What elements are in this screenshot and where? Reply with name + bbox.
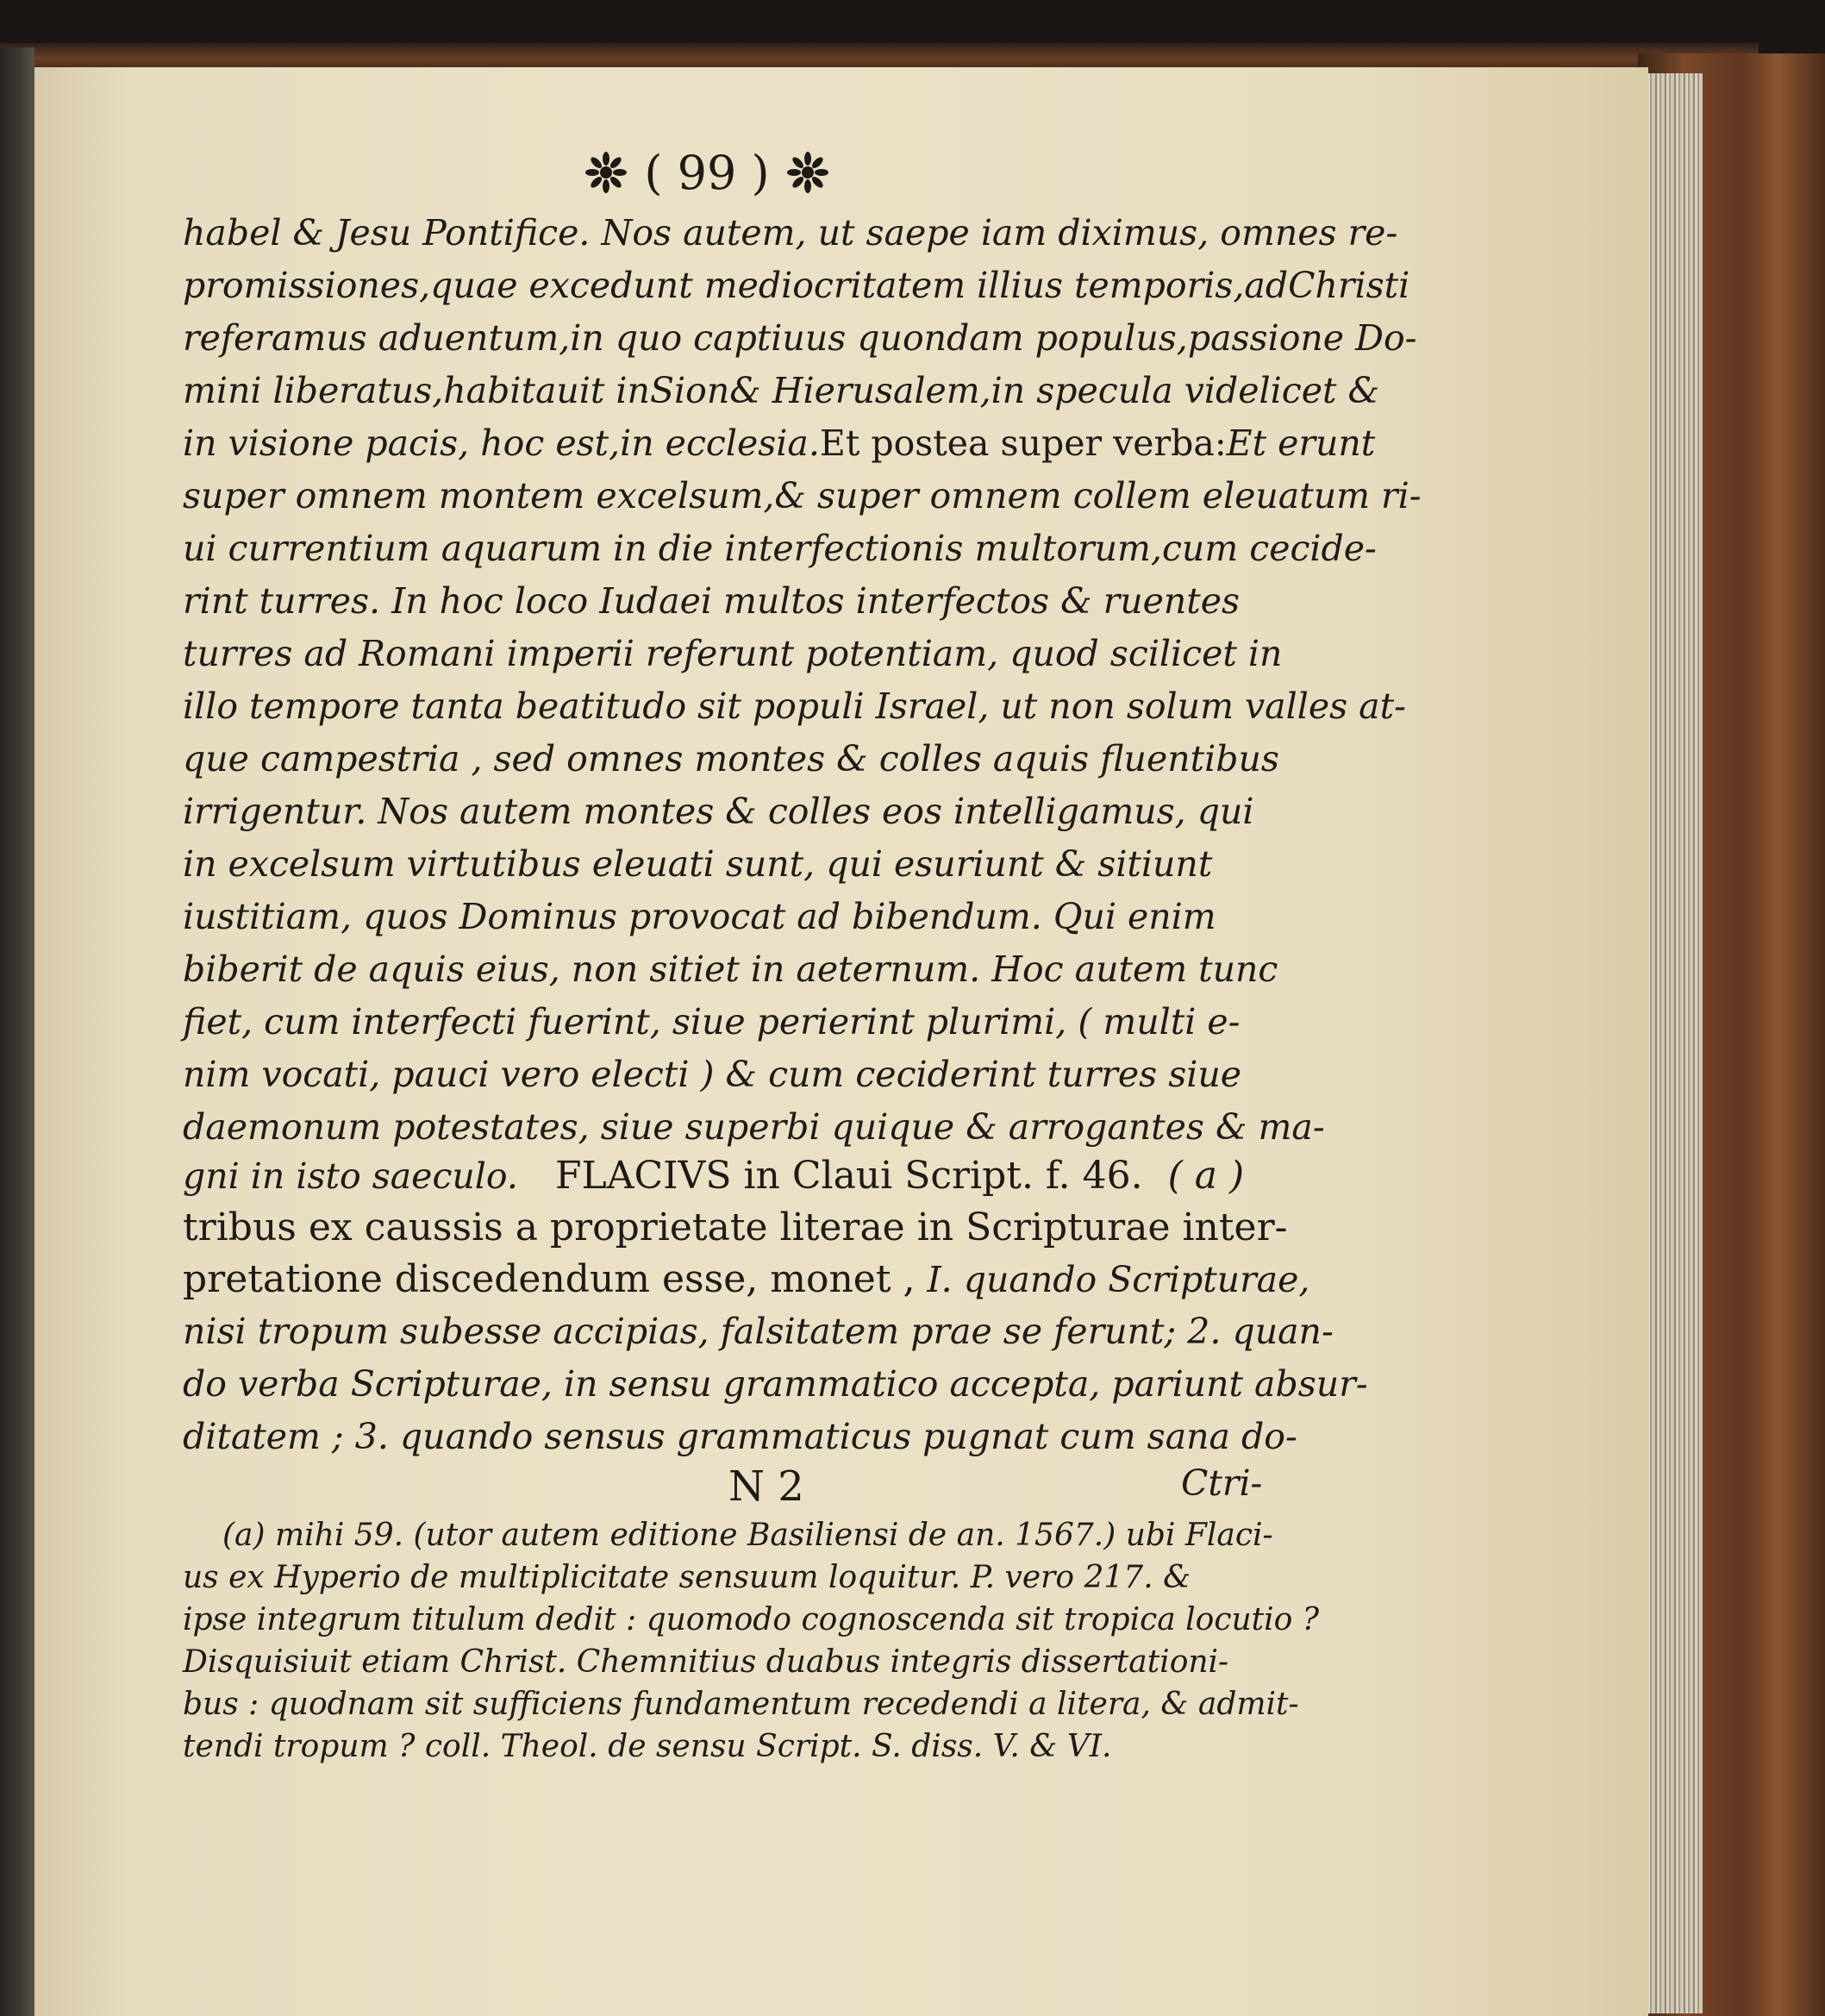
- text-line: daemonum potestates, siue superbi quique & arrogantes & ma-: [183, 1106, 1325, 1148]
- text-line: illo tempore tanta beatitudo sit populi Israel, ut non solum valles at-: [183, 686, 1406, 727]
- text-span: I. quando Scripturae,: [927, 1259, 1310, 1300]
- text-line: fiet, cum interfecti fuerint, siue perierint plurimi, ( multi e-: [183, 1001, 1241, 1042]
- rosette-ornament-icon: [785, 150, 830, 195]
- text-line: habel & Jesu Pontifice. Nos autem, ut saepe iam diximus, omnes re-: [183, 212, 1398, 254]
- text-line: rint turres. In hoc loco Iudaei multos interfectos & ruentes: [183, 580, 1241, 622]
- page-number: ( 99 ): [644, 145, 770, 200]
- catchword: Ctri-: [1181, 1462, 1263, 1504]
- text-line: nim vocati, pauci vero electi ) & cum ceciderint turres siue: [183, 1054, 1242, 1095]
- text-line: do verba Scripturae, in sensu grammatico accepta, pariunt absur-: [183, 1363, 1368, 1405]
- footnote-line: us ex Hyperio de multiplicitate sensuum loquitur. P. vero 217. &: [183, 1560, 1191, 1595]
- footnote-line: bus : quodnam sit sufficiens fundamentum recedendi a litera, & admit-: [183, 1687, 1299, 1722]
- text-line: [183, 1154, 1244, 1198]
- author-reference: FLACIVS in Claui Script. f. 46.: [554, 1154, 1143, 1198]
- text-line: iustitiam, quos Dominus provocat ad bibendum. Qui enim: [183, 896, 1216, 937]
- text-line: ditatem ; 3. quando sensus grammaticus pugnat cum sana do-: [183, 1416, 1297, 1457]
- text-span: Et postea super verba:: [819, 423, 1227, 464]
- footnote-marker: ( a ): [1167, 1154, 1245, 1198]
- page-edges: [1642, 73, 1703, 2013]
- text-line: [183, 423, 1375, 464]
- text-span: in visione pacis, hoc est,in ecclesia.: [183, 423, 820, 464]
- text-line: in excelsum virtutibus eleuati sunt, qui esuriunt & sitiunt: [183, 843, 1213, 885]
- text-line: nisi tropum subesse accipias, falsitatem prae se ferunt; 2. quan-: [183, 1311, 1334, 1352]
- text-line: mini liberatus,habitauit inSion& Hierusalem,in specula videlicet &: [183, 370, 1379, 411]
- text-line: super omnem montem excelsum,& super omnem collem eleuatum ri-: [183, 475, 1422, 517]
- rosette-ornament-icon: [584, 150, 628, 195]
- signature-mark: N 2: [728, 1462, 804, 1511]
- text-span: gni in isto saeculo.: [183, 1155, 518, 1197]
- text-line: referamus aduentum,in quo captiuus quondam populus,passione Do-: [183, 317, 1417, 359]
- page-header: [560, 142, 853, 203]
- text-line: biberit de aquis eius, non sitiet in aeternum. Hoc autem tunc: [183, 949, 1278, 990]
- book-spine-left: [0, 47, 34, 2016]
- text-span: pretatione discedendum esse, monet ,: [183, 1257, 928, 1301]
- text-line: que campestria , sed omnes montes & colles aquis fluentibus: [183, 738, 1279, 779]
- footnote-line: (a) mihi 59. (utor autem editione Basiliensi de an. 1567.) ubi Flaci-: [222, 1518, 1273, 1553]
- text-span: Et erunt: [1226, 423, 1376, 464]
- footnote-line: Disquisiuit etiam Christ. Chemnitius duabus integris dissertationi-: [183, 1644, 1229, 1680]
- footnote-line: tendi tropum ? coll. Theol. de sensu Script. S. diss. V. & VI.: [183, 1729, 1112, 1764]
- text-line: ui currentium aquarum in die interfectionis multorum,cum cecide-: [183, 528, 1377, 569]
- text-line: promissiones,quae excedunt mediocritatem illius temporis,adChristi: [183, 265, 1410, 306]
- text-line: tribus ex caussis a proprietate literae in Scripturae inter-: [183, 1205, 1288, 1249]
- footnote-line: ipse integrum titulum dedit : quomodo cognoscenda sit tropica locutio ?: [183, 1602, 1320, 1637]
- text-line: [183, 1257, 1309, 1301]
- text-line: turres ad Romani imperii referunt potentiam, quod scilicet in: [183, 633, 1283, 674]
- book-cover-top: [0, 43, 1759, 69]
- text-line: irrigentur. Nos autem montes & colles eos intelligamus, qui: [183, 791, 1254, 832]
